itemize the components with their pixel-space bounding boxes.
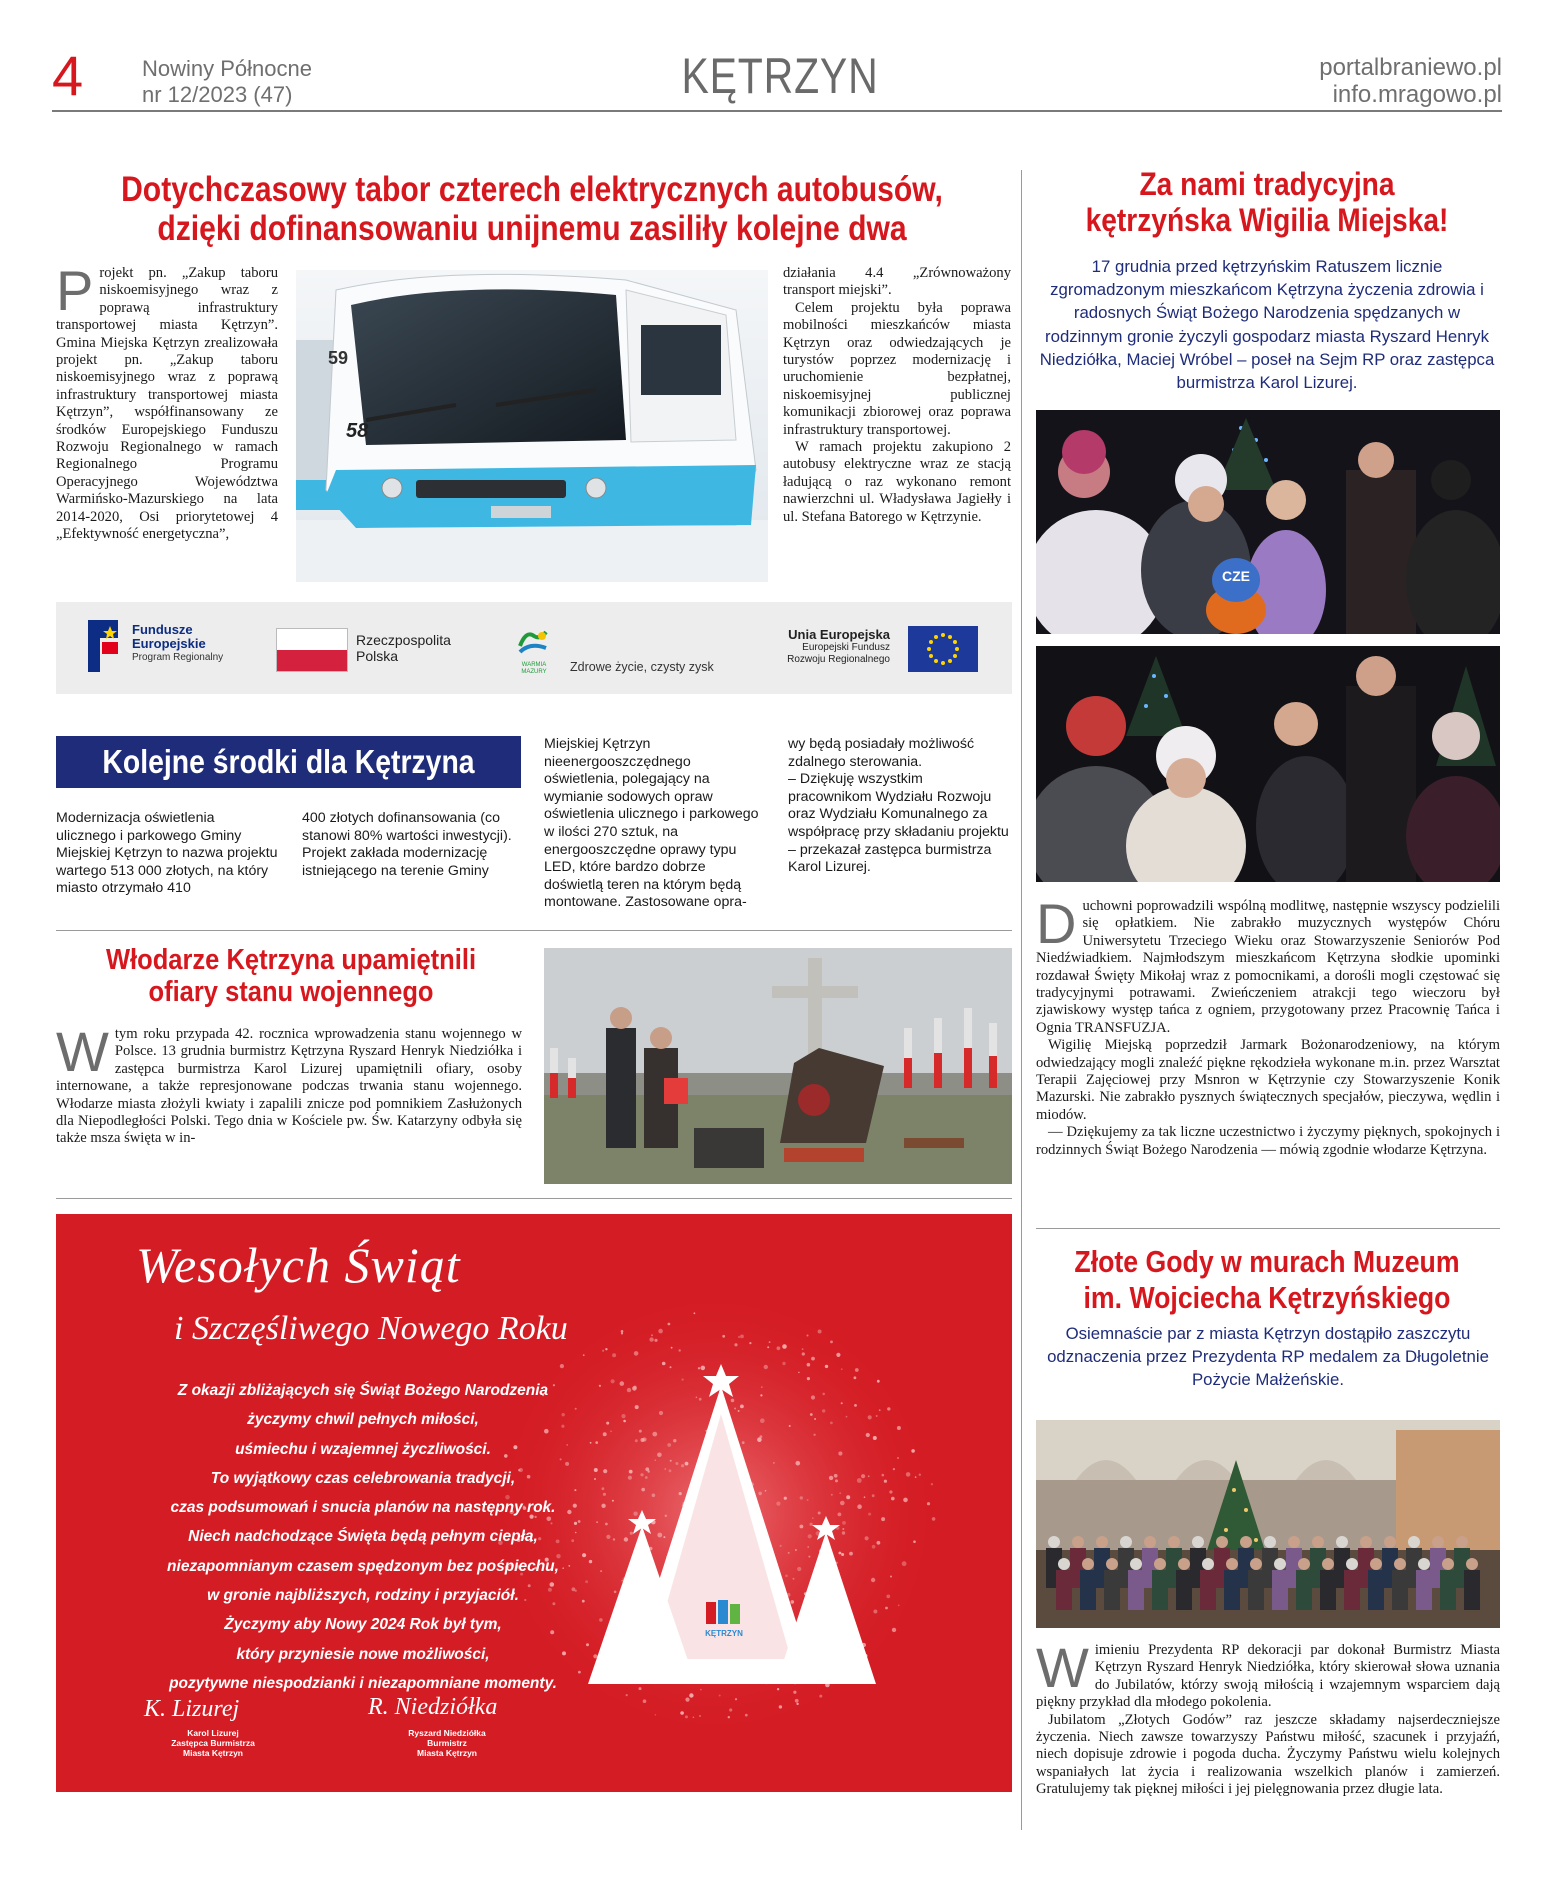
fe-logo-text <box>132 623 223 665</box>
ue-line3: Rozwoju Regionalnego <box>787 654 890 665</box>
stan-title-line-1: Włodarze Kętrzyna upamiętnili <box>105 944 477 976</box>
greeting-line: To wyjątkowy czas celebrowania tradycji, <box>210 1469 516 1487</box>
ketrzyn-logo-text: KĘTRZYN <box>705 1629 743 1638</box>
hat-text: CZE <box>1222 568 1250 584</box>
srodki-col2: 400 złotych dofinansowania (co stanowi 80% wartości inwestycji). Projekt zakłada modernizację istniejącego na terenie Gminy <box>302 810 512 879</box>
bus-title-line-2: dzięki dofinansowaniu unijnemu zasiliły kolejne dwa <box>157 209 907 249</box>
gody-p2: Jubilatom „Złotych Godów” raz jeszcze składamy najserdeczniejsze życzenia. Niech zawsze towarzyszy Państwu miłość, szacunek i przyjaźń, niech dopisuje zdrowie i pogoda ducha. Życzymy Państwu wielu kolejnych wspaniałych lat życia i realizowania wszelkich planów i zamierzeń. Gratulujemy tak pięknej miłości i jej pielęgnowania przez długie lata. <box>1036 1711 1500 1798</box>
gody-p1: imieniu Prezydenta RP dekoracji par dokonał Burmistrz Miasta Kętrzyn Ryszard Henryk Niedziółka, który skierował słowa uznania do Jubilatów, którzy swoją miłością i wzajemnym wsparciem dają piękny przykład dla młodego pokolenia. <box>1036 1642 1500 1711</box>
srodki-rule <box>56 930 1012 931</box>
gody-lead: Osiemnaście par z miasta Kętrzyn dostąpiło zaszczytu odznaczenia przez Prezydenta RP medalem za Długoletnie Pożycie Małżeńskie. <box>1047 1324 1489 1389</box>
issue-number: nr 12/2023 (47) <box>142 82 293 107</box>
fe-line2: Europejskie <box>132 636 206 651</box>
gody-photo <box>1036 1420 1500 1628</box>
memorial-photo <box>544 948 1012 1184</box>
signature-2-caption <box>382 1728 512 1758</box>
bus-col2-p1: działania 4.4 „Zrównoważony transport miejski”. <box>783 265 1011 299</box>
wigilia-p2: Wigilię Miejską poprzedził Jarmark Bożonarodzeniowy, na którym odwiedzający mogli znaleźć piękne rękodzieła wykonane m.in. przez Warsztat Terapii Zajęciowej przy Msnron w Kętrzynie czy Stowarzyszenie Konik Mazurski. Nie zabrakło pysznych świątecznych specjałów, pieczywa, wędlin i miodów. <box>1036 1037 1500 1123</box>
greeting-line: pozytywne niespodzianki i niezapomniane momenty. <box>169 1674 557 1692</box>
wigilia-lead: 17 grudnia przed kętrzyńskim Ratuszem licznie zgromadzonym mieszkańcom Kętrzyna życzenia zdrowia i radosnych Świąt Bożego Narodzenia spędzanych w rodzinnym gronie życzyli gospodarz miasta Ryszard Henryk Niedziółka, Maciej Wróbel – poseł na Sejm RP oraz zastępca burmistrza Karol Lizurej. <box>1039 257 1495 393</box>
dropcap-w2: W <box>1036 1636 1089 1699</box>
stan-body-text: tym roku przypada 42. rocznica wprowadzenia stanu wojennego w Polsce. 13 grudnia burmistrz Kętrzyna Ryszard Henryk Niedziółka i zastępca burmistrza Karol Lizurej upamiętnili ofiary, osoby internowane, a także represjonowane podczas trwania stanu wojennego. Włodarze miasta złożyli kwiaty i zapalili znicze pod pomnikiem Zasłużonych dla Niepodległości Polski. Tego dnia w Kościele pw. Św. Katarzyny odbyła się także msza święta w in- <box>56 1026 522 1147</box>
ue-line2: Europejski Fundusz <box>802 642 890 653</box>
wigilia-rule <box>1036 1228 1500 1229</box>
stan-title <box>56 944 526 1008</box>
gody-body <box>1036 1636 1500 1799</box>
bus-title-line-1: Dotychczasowy tabor czterech elektrycznych autobusów, <box>121 170 943 209</box>
sig1-role1: Zastępca Burmistrza <box>171 1738 255 1748</box>
bus-article-col1 <box>56 259 278 544</box>
wigilia-p1: uchowni poprowadzili wspólną modlitwę, następnie wszyscy podzielili się opłatkiem. Nie zabrakło muzycznych występów Chóru Uniwersytetu Trzeciego Wieku oraz Stowarzyszenie Seniorów Pod Niedźwiadkiem. Najmłodszym mieszkańcom Kętrzyna słodkie upominki rozdawał Święty Mikołaj wraz z pomocnikami, a dorośli mogli częstować się tradycyjnymi potrawami. Zwieńczeniem atrakcji tego wieczoru był zjawiskowy występ tańca z ogniem, przygotowany przez Pracownię Tańca i Ognia TRANSFUZJA. <box>1036 898 1500 1036</box>
sig1-role2: Miasta Kętrzyn <box>183 1748 243 1758</box>
eu-flag-icon <box>908 626 978 672</box>
rp-line2: Polska <box>356 648 399 664</box>
dropcap-p: P <box>56 259 94 322</box>
greeting-line: uśmiechu i wzajemnej życzliwości. <box>235 1440 491 1458</box>
page-number: 4 <box>52 44 84 107</box>
wigilia-title-line-2: kętrzyńska Wigilia Miejska! <box>1085 202 1449 238</box>
greeting-line: Z okazji zbliżających się Świąt Bożego Narodzenia <box>177 1382 549 1399</box>
section-title: KĘTRZYN <box>681 48 879 104</box>
sig2-role2: Miasta Kętrzyn <box>417 1748 477 1758</box>
stan-title-line-2: ofiary stanu wojennego <box>148 976 434 1008</box>
greeting-line: niezapomnianym czasem spędzonym bez pośpiechu, <box>167 1557 559 1575</box>
bus-col2-p3: W ramach projektu zakupiono 2 autobusy elektryczne wraz ze stacją ładującą o raz wykonano remont nawierzchni ul. Władysława Jagiełły i ul. Stefana Batorego w Kętrzynie. <box>783 439 1011 525</box>
wigilia-photo-2 <box>1036 646 1500 882</box>
bus-photo <box>296 270 768 582</box>
wigilia-title-line-1: Za nami tradycyjna <box>1139 166 1395 202</box>
bus-number-2: 59 <box>328 348 349 368</box>
rp-logo-text <box>356 632 451 664</box>
signature-2-icon: R. Niedziółka <box>368 1694 498 1720</box>
stan-body <box>56 1020 522 1148</box>
srodki-title: Kolejne środki dla Kętrzyna <box>102 743 475 780</box>
sig2-name: Ryszard Niedziółka <box>408 1728 486 1738</box>
sig1-name: Karol Lizurej <box>187 1728 239 1738</box>
greeting-line: który przyniesie nowe możliwości, <box>236 1645 490 1663</box>
ketrzyn-logo-icon <box>704 1598 744 1628</box>
ue-logo-text <box>740 627 890 666</box>
sig2-role1: Burmistrz <box>427 1738 467 1748</box>
greeting-card <box>56 1214 1012 1792</box>
dropcap-w: W <box>56 1020 109 1083</box>
wigilia-p3: — Dziękujemy za tak liczne uczestnictwo i życzymy pięknych, spokojnych i rodzinnych Świąt Bożego Narodzenia — mówią zgodnie włodarze Kętrzyna. <box>1036 1124 1500 1158</box>
gody-title-line-1: Złote Gody w murach Muzeum <box>1074 1244 1460 1279</box>
wigilia-body <box>1036 892 1500 1159</box>
fe-logo-icon <box>88 620 124 672</box>
bus-article-title <box>52 170 1012 248</box>
greeting-line: Niech nadchodzące Święta będą pełnym ciepła, <box>188 1528 538 1546</box>
signature-1-caption <box>148 1728 278 1758</box>
srodki-title-box <box>56 736 521 788</box>
site-link-2[interactable]: info.mragowo.pl <box>1332 81 1502 108</box>
greeting-script-1: Wesołych Świąt <box>136 1237 461 1293</box>
bus-number: 58 <box>346 420 369 442</box>
greeting-text <box>116 1376 610 1698</box>
gody-title <box>1032 1244 1502 1316</box>
dropcap-d: D <box>1036 892 1077 955</box>
greeting-line: czas podsumowań i snucia planów na następny rok. <box>170 1499 556 1517</box>
bus-col2-p2: Celem projektu była poprawa mobilności mieszkańców miasta Kętrzyn oraz odwiedzających je turystów poprzez modernizację i uruchomienie bezpłatnej, niskoemisyjnej publicznej komunikacji zbiorowej oraz poprawa infrastruktury transportowej. <box>783 299 1011 438</box>
bus-article-col2 <box>783 265 1011 526</box>
srodki-col1: Modernizacja oświetlenia ulicznego i parkowego Gminy Miejskiej Kętrzyn to nazwa projektu wartego 513 000 złotych, na który miasto otrzymało 410 <box>56 810 278 897</box>
ue-line1: Unia Europejska <box>788 627 890 642</box>
greeting-line: Życzymy aby Nowy 2024 Rok był tym, <box>224 1616 502 1634</box>
warmia-mazury-logo-icon <box>516 626 550 660</box>
signature-1-icon: K. Lizurej <box>144 1696 240 1722</box>
bus-col1-text: rojekt pn. „Zakup taboru niskoemisyjnego wraz z poprawą infrastruktury transportowej miasta Kętrzyn”. Gmina Miejska Kętrzyn zrealizowała projekt pn. „Zakup taboru niskoemisyjnego wraz z poprawą infrastruktury transportowej miasta Kętrzyn”, współfinansowany ze środków Europejskiego Funduszu Rozwoju Regionalnego w ramach Regionalnego Programu Operacyjnego Województwa Warmińsko-Mazurskiego na lata 2014-2020, Osi priorytetowej 4 „Efektywność energetyczna”, <box>56 265 278 543</box>
wigilia-photo-1 <box>1036 410 1500 634</box>
header-rule <box>52 110 1502 112</box>
fe-line1: Fundusze <box>132 622 193 637</box>
greeting-line: w gronie najbliższych, rodziny i przyjaciół. <box>207 1587 519 1605</box>
site-link-1[interactable]: portalbraniewo.pl <box>1319 54 1502 81</box>
wigilia-title <box>1032 166 1502 238</box>
stan-rule <box>56 1198 1012 1199</box>
column-divider <box>1021 170 1022 1830</box>
warmia-mazury-tag: WARMIA MAZURY <box>521 662 547 675</box>
srodki-col3: Miejskiej Kętrzyn nieenergooszczędnego oświetlenia, polegający na wymianie sodowych opraw oświetlenia ulicznego i parkowego w ilości 270 sztuk, na energooszczędne oprawy typu LED, które bardzo dobrze doświetlą teren na którym będą montowane. Zastosowane opra- <box>544 736 759 911</box>
greeting-line: życzymy chwil pełnych miłości, <box>247 1411 479 1429</box>
greeting-script-2: i Szczęśliwego Nowego Roku <box>174 1310 568 1347</box>
rp-line1: Rzeczpospolita <box>356 632 451 648</box>
publication-name: Nowiny Północne <box>142 56 312 81</box>
warmia-mazury-slogan: Zdrowe życie, czysty zysk <box>570 660 714 674</box>
polish-flag-icon <box>276 628 348 672</box>
gody-title-line-2: im. Wojciecha Kętrzyńskiego <box>1083 1280 1451 1315</box>
fe-line3: Program Regionalny <box>132 652 224 663</box>
srodki-col4: wy będą posiadały możliwość zdalnego sterowania. – Dziękuję wszystkim pracownikom Wydziału Rozwoju oraz Wydziału Komunalnego za współpracę przy składaniu projektu – przekazał zastępca burmistrza Karol Lizurej. <box>788 736 1009 876</box>
